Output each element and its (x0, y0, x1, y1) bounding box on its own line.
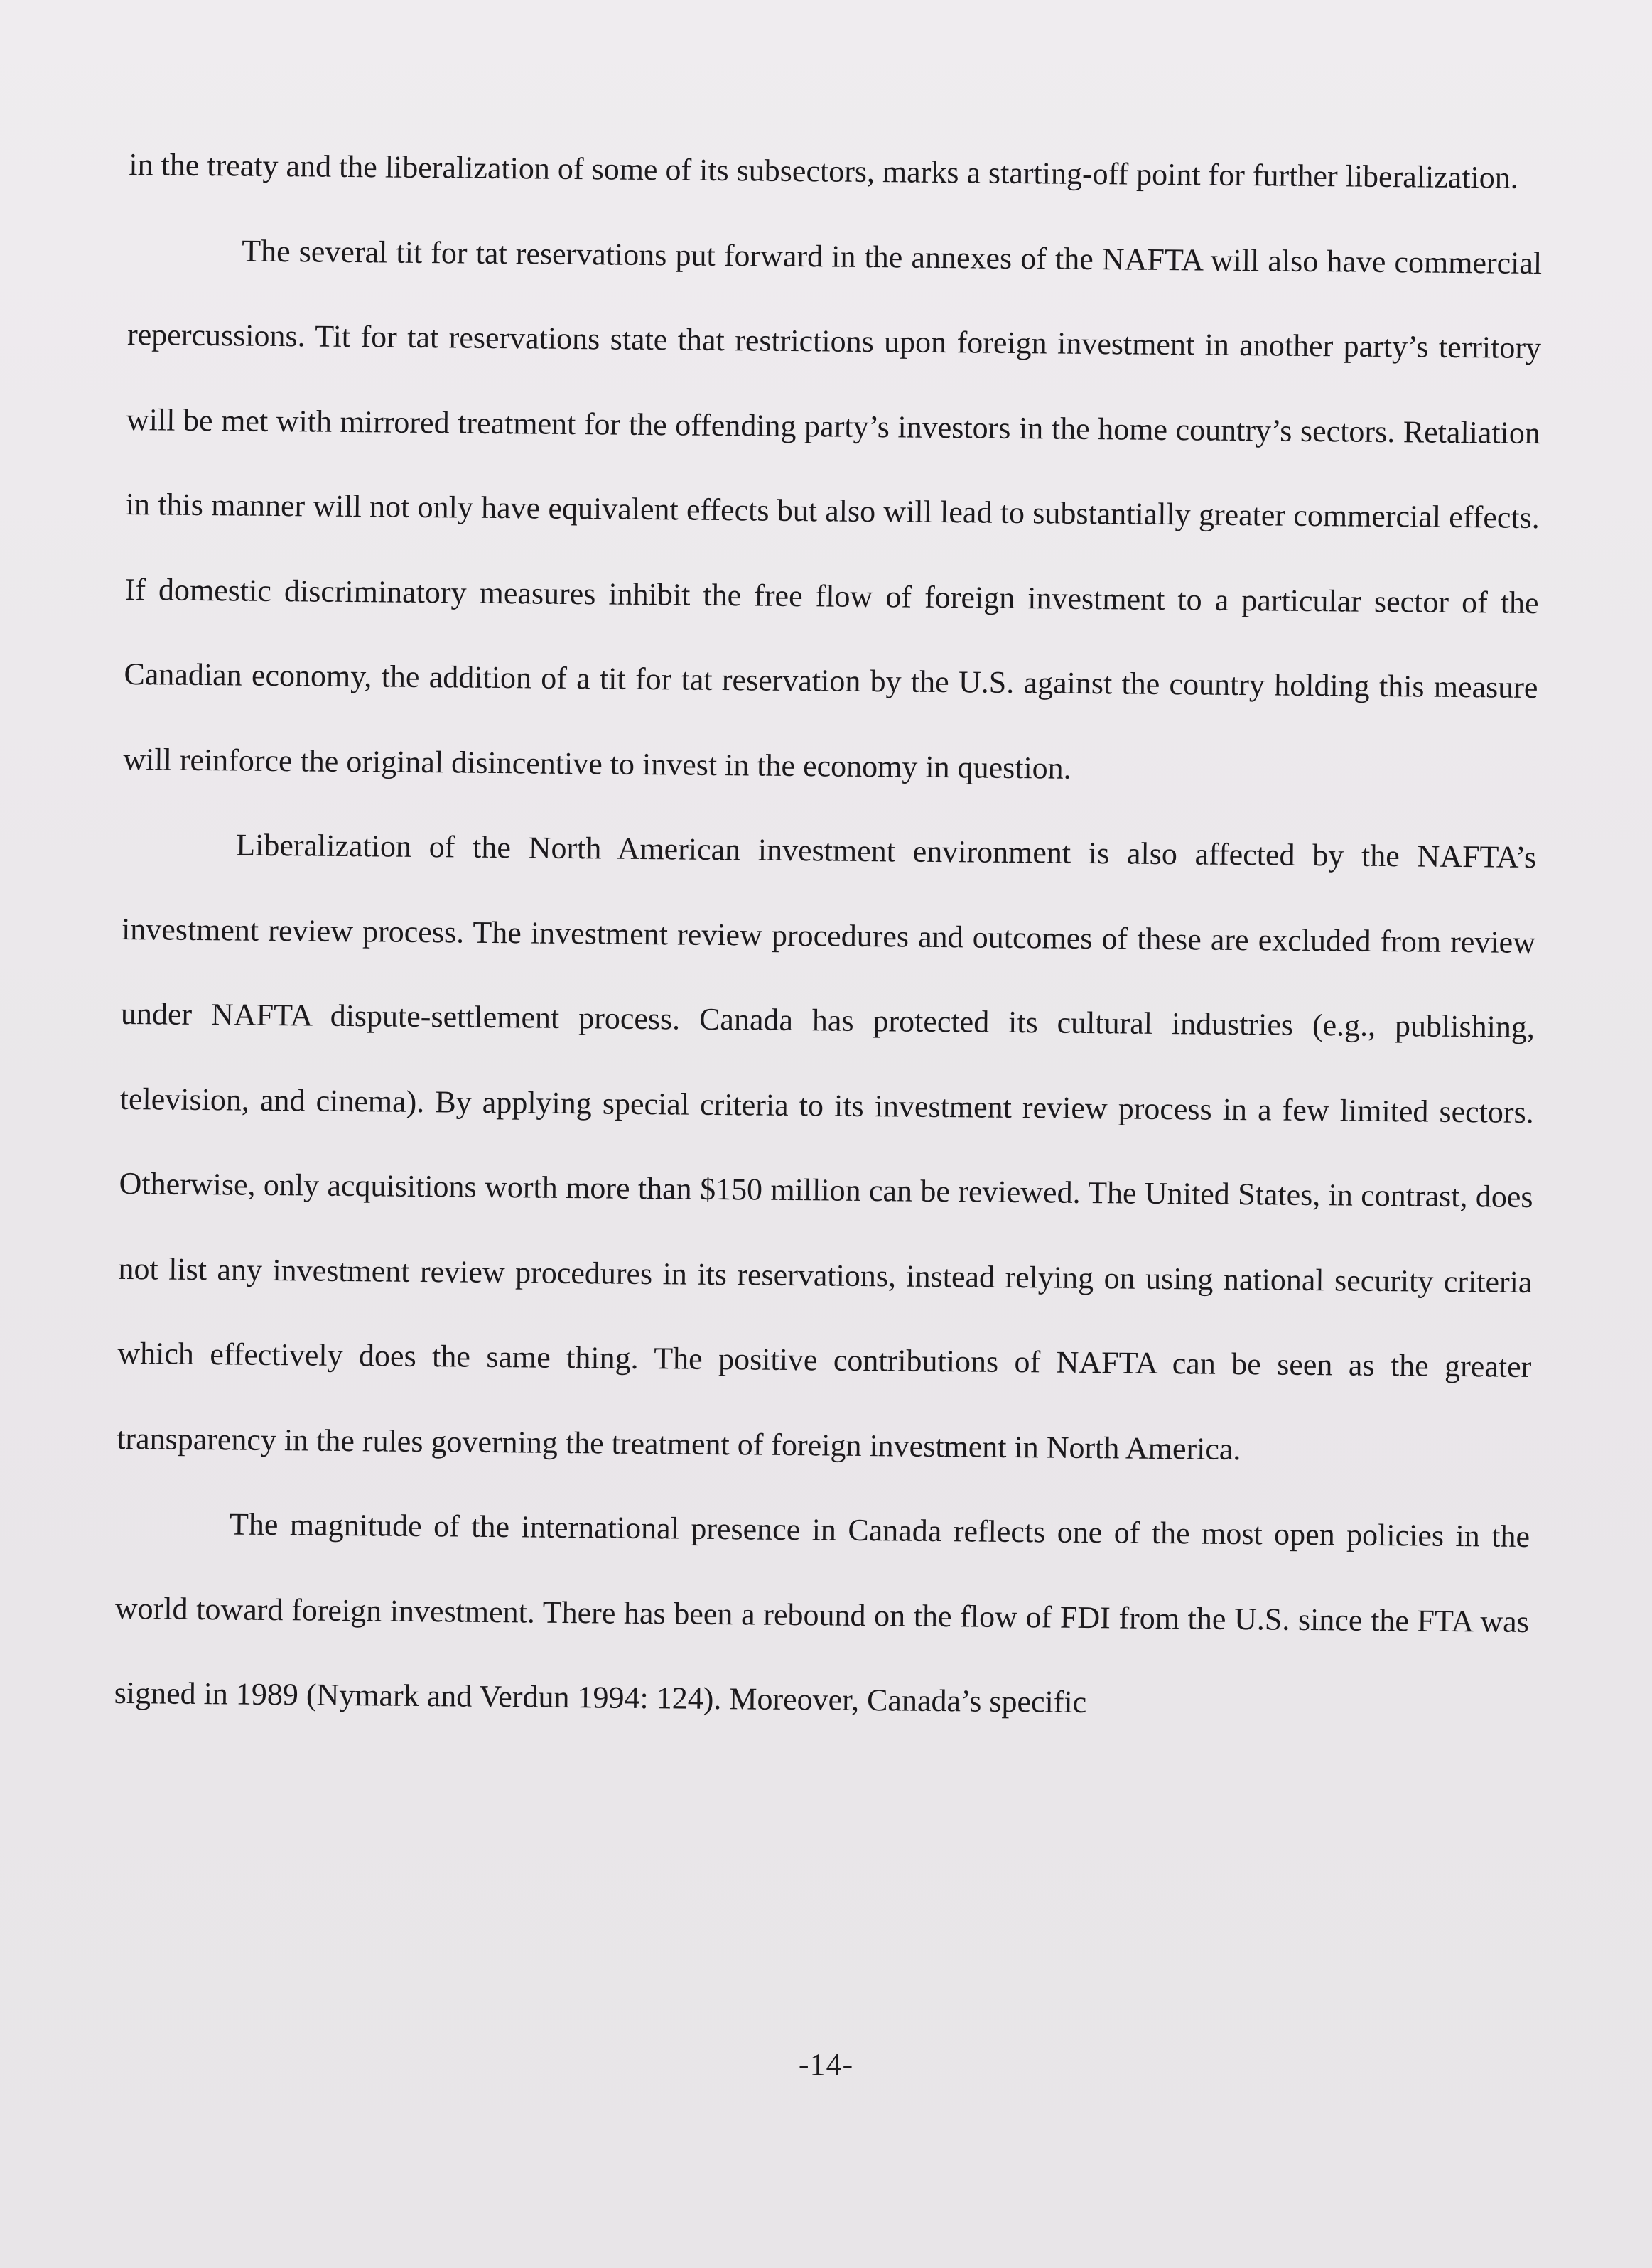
paragraph-tit-for-tat: The several tit for tat reservations put forward in the annexes of the NAFTA will also have commercial repercussions. Tit for tat reservations state that restrictions upon foreign investment in another party’s territory will be met with mirrored treatment for the offending party’s investors in the home country’s sectors. Retaliation in this manner will not only have equivalent effects but also will lead to substantially greater commercial effects. If domestic discriminatory measures inhibit the free flow of foreign investment to a particular sector of the Canadian economy, the addition of a tit for tat reservation by the U.S. against the country holding this measure will reinforce the original disincentive to invest in the economy in question. (123, 233, 1543, 786)
paragraph-international-presence: The magnitude of the international presence in Canada reflects one of the most open policies in the world toward foreign investment. There has been a rebound on the flow of FDI from the U.S. since the FTA was signed in 1989 (Nymark and Verdun 1994: 124). Moreover, Canada’s specific (114, 1506, 1530, 1720)
paragraph-investment-review: Liberalization of the North American investment environment is also affected by the NAFTA’s investment review process. The investment review procedures and outcomes of these are excluded from review under NAFTA dispute-settlement process. Canada has protected its cultural industries (e.g., publishing, television, and cinema). By applying special criteria to its investment review process in a few limited sectors. Otherwise, only acquisitions worth more than $150 million can be reviewed. The United States, in contrast, does not list any investment review procedures in its reservations, instead relying on using national security criteria which effectively does the same thing. The positive contributions of NAFTA can be seen as the greater transparency in the rules governing the treatment of foreign investment in North America. (116, 827, 1537, 1467)
paragraph-continuation: in the treaty and the liberalization of some of its subsectors, marks a starting-off point for further liberalization. (129, 146, 1518, 195)
page-number: -14- (798, 2047, 854, 2082)
body-text (114, 122, 1543, 1749)
